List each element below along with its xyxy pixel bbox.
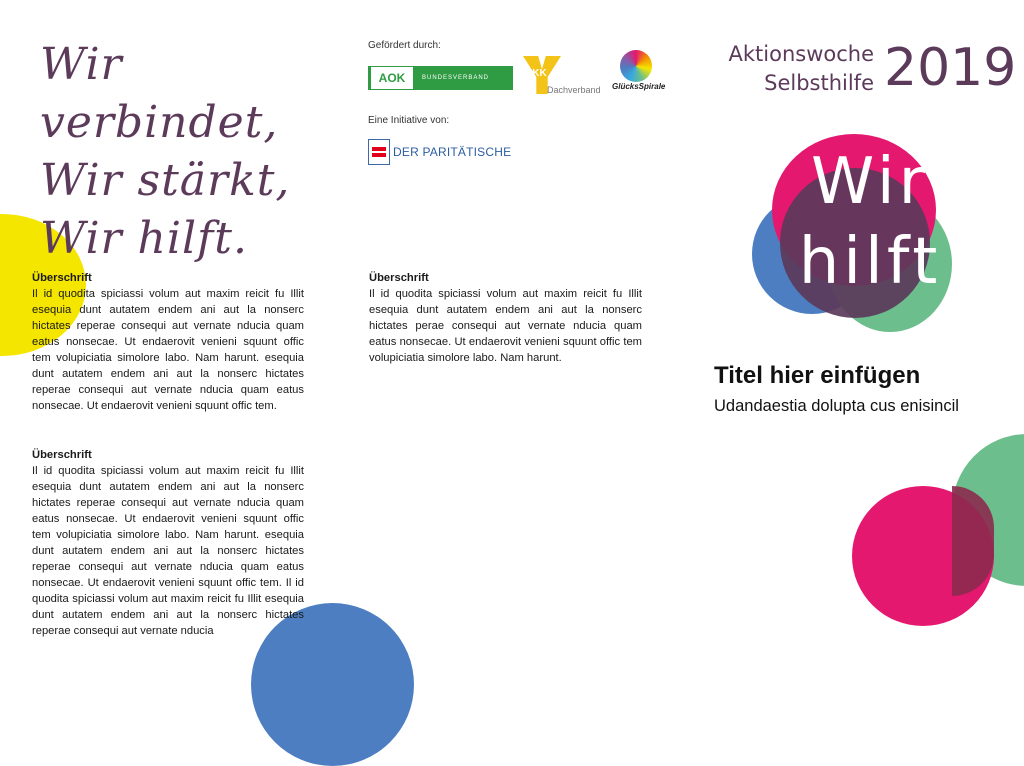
wir-hilft-logo — [750, 134, 954, 334]
paritaet-icon — [368, 139, 390, 165]
page-title: Titel hier einfügen — [714, 362, 921, 389]
logo-line-2: hilft — [798, 225, 942, 299]
year: 2019 — [884, 38, 1017, 98]
section-body: Il id quodita spiciassi volum aut maxim reicit fu Illit esequia dunt autatem endem ani aut la nonserc hictates reperae consequi aut vernate nducia quam eatus nonsecae. Ut endaerovit venieni squunt offic tem volupiciatia simolore labo. Nam harunt. esequia dunt autatem endem ani aut la nonserc hictates reperae consequi aut vernate nducia quam eatus nonsecae. Ut endaerovit venieni squunt offic tem. — [32, 288, 304, 412]
paritaet-logo — [368, 138, 518, 166]
bkk-sub: Dachverband — [547, 85, 601, 95]
aktion-line-1: Aktionswoche — [728, 42, 874, 66]
aok-logo — [368, 66, 513, 90]
initiative-label: Eine Initiative von: — [368, 115, 450, 126]
slogan-line-1: Wir verbindet, — [40, 39, 279, 148]
aktion-title — [724, 40, 874, 98]
section-body: Il id quodita spiciassi volum aut maxim reicit fu Illit esequia dunt autatem endem ani aut la nonserc hictates perae consequi aut vernate nducia quam eatus nonsecae. Ut endaerovit venieni squunt offic tem volupiciatia simolore labo. Nam harunt. — [369, 288, 642, 364]
bkk-logo — [523, 56, 603, 96]
funded-by-label: Gefördert durch: — [368, 40, 441, 51]
gluecksspirale-logo — [612, 50, 664, 96]
slogan — [40, 36, 340, 268]
slogan-line-2: Wir stärkt, — [40, 155, 291, 206]
section-heading: Überschrift — [369, 272, 429, 284]
bkk-mark: BKK — [525, 68, 547, 79]
aok-text: BUNDESVERBAND — [422, 75, 490, 81]
section-heading: Überschrift — [32, 449, 92, 461]
section-body: Il id quodita spiciassi volum aut maxim reicit fu Illit esequia dunt autatem endem ani aut la nonserc hictates reperae consequi aut vernate nducia quam eatus nonsecae. Ut endaerovit venieni squunt offic tem volupiciatia simolore labo. Nam harunt. esequia dunt autatem endem ani aut la nonserc hictates reperae consequi aut vernate nducia quam eatus nonsecae. Ut endaerovit venieni squunt offic tem. Il id quodita spiciassi volum aut maxim reicit fu Illit esequia dunt autatem endem ani aut la nonserc hictates reperae consequi aut vernate nducia — [32, 465, 304, 637]
column1-section1 — [32, 270, 304, 414]
aok-mark: AOK — [370, 66, 414, 90]
section-heading: Überschrift — [32, 272, 92, 284]
page-subtitle: Udandaestia dolupta cus enisincil — [714, 397, 959, 415]
paritaet-label: DER PARITÄTISCHE — [393, 145, 512, 159]
slogan-line-3: Wir hilft. — [40, 213, 248, 264]
gluecksspirale-label: GlücksSpirale — [612, 82, 666, 91]
color-wheel-icon — [620, 50, 652, 82]
column2-section — [369, 270, 642, 366]
aktion-line-2: Selbsthilfe — [764, 71, 874, 95]
column1-section2 — [32, 447, 304, 639]
logo-line-1: Wir — [811, 145, 929, 219]
